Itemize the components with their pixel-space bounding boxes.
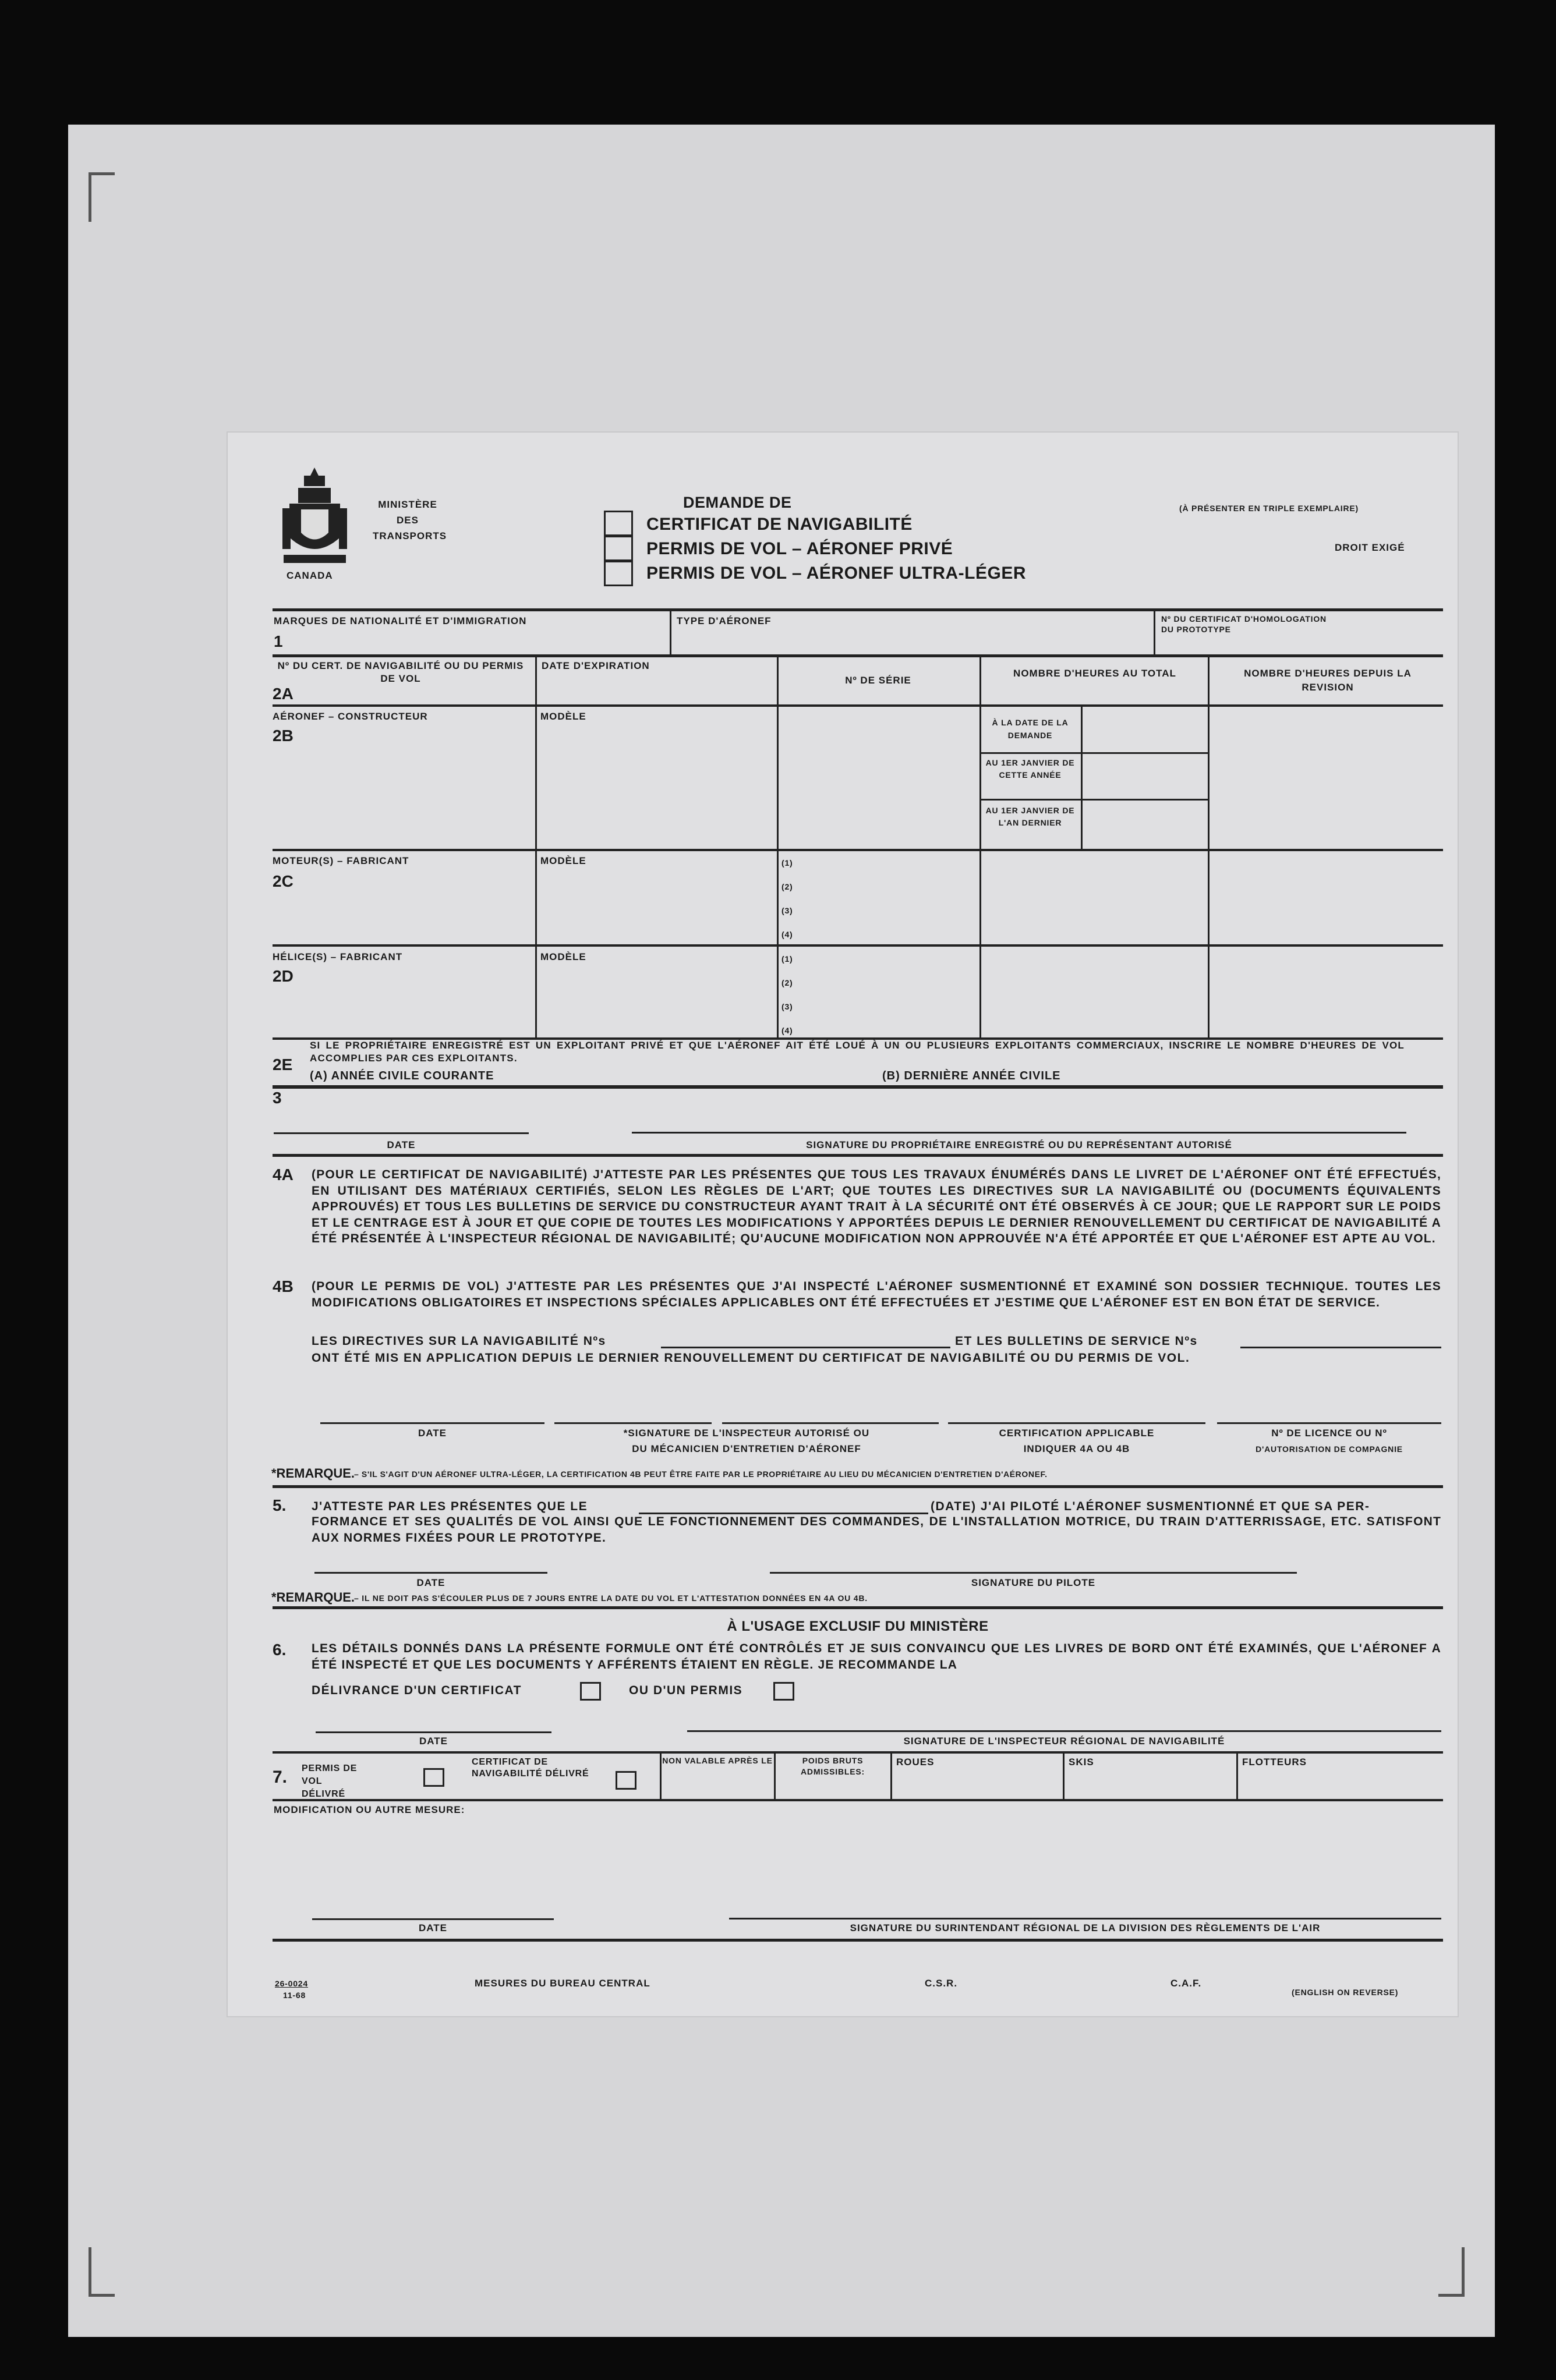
- rule: [979, 752, 1208, 754]
- model-label: MODÈLE: [540, 711, 586, 722]
- rule: [1208, 657, 1210, 1039]
- rule: [273, 608, 1443, 611]
- serial-label: Nº DE SÉRIE: [845, 675, 911, 686]
- rule: [660, 1752, 662, 1800]
- coat-of-arms-icon: [278, 468, 352, 566]
- signature-line: [316, 1731, 551, 1733]
- hours-revision-label: NOMBRE D'HEURES DEPUIS LA REVISION: [1244, 668, 1412, 693]
- section-number: 7.: [273, 1768, 288, 1787]
- remark-label: *REMARQUE.: [271, 1466, 355, 1481]
- rule: [979, 799, 1208, 801]
- checkbox-private-permit[interactable]: [604, 536, 633, 561]
- slot-label: (3): [781, 906, 793, 915]
- slot-label: (4): [781, 1026, 793, 1035]
- copies-note: (À PRÉSENTER EN TRIPLE EXEMPLAIRE): [1179, 504, 1359, 513]
- corner-mark: [1438, 2247, 1465, 2297]
- certificate-checkbox[interactable]: [580, 1682, 601, 1701]
- csr-label: C.S.R.: [925, 1978, 958, 1989]
- year-a-label: (A) ANNÉE CIVILE COURANTE: [310, 1069, 494, 1082]
- option-label: CERTIFICAT DE NAVIGABILITÉ: [646, 515, 913, 534]
- rule: [1081, 706, 1083, 850]
- engine-label: MOTEUR(S) – FABRICANT: [273, 855, 409, 866]
- certification-label: CERTIFICATION APPLICABLE: [999, 1428, 1155, 1439]
- permit-option-label: OU D'UN PERMIS: [629, 1684, 743, 1697]
- corner-mark: [89, 172, 115, 222]
- rule: [273, 1751, 1443, 1754]
- rule: [273, 1154, 1443, 1157]
- signature-line: [312, 1918, 554, 1920]
- wheels-label: ROUES: [896, 1756, 935, 1768]
- section-number: 2B: [273, 727, 293, 745]
- section-number: 2E: [273, 1056, 293, 1074]
- rule: [273, 1939, 1443, 1942]
- modification-label: MODIFICATION OU AUTRE MESURE:: [274, 1804, 465, 1815]
- model-label: MODÈLE: [540, 855, 586, 866]
- form-date: 11-68: [283, 1991, 306, 2000]
- rule: [273, 704, 1443, 707]
- rule: [979, 657, 981, 1039]
- ministry-line: MINISTÈRE: [378, 499, 437, 510]
- text-4a: (POUR LE CERTIFICAT DE NAVIGABILITÉ) J'ATTESTE PAR LES PRÉSENTES QUE TOUS LES TRAVAUX ÉNUMÉRÉS DANS LE LIVRET DE L'AÉRONEF ONT ÉTÉ EFFECTUÉS, EN UTILISANT DES MATÉRIAUX CERTIFIÉS, SELON LES RÈGLES DE L'ART; QUE TOUTES LES DIRECTIVES SUR LA NAVIGABILITÉ OU (DOCUMENTS ÉQUIVALENTS APPROUVÉS) ET TOUS LES BULLETINS DE SERVICE DU CONSTRUCTEUR AYANT TRAIT À LA SÉCURITÉ ONT ÉTÉ OBSERVÉS À CE JOUR; QUE LE RAPPORT SUR LE POIDS ET LE CENTRAGE EST À JOUR ET QUE COPIE DE TOUTES LES MODIFICATIONS Y APPORTÉES DEPUIS LE DERNIER RENOUVELLEMENT DU CERTIFICAT DE NAVIGABILITÉ A ÉTÉ PRÉSENTÉE À L'INSPECTEUR RÉGIONAL DE NAVIGABILITÉ; QU'AUCUNE MODIFICATION NON APPROUVÉE N'A ÉTÉ APPORTÉE ET QUE L'AÉRONEF EST APTE AU VOL.: [312, 1168, 1441, 1245]
- rule: [273, 1799, 1443, 1801]
- date-label: DATE: [418, 1922, 447, 1933]
- rule: [1154, 610, 1155, 656]
- signature-line: [687, 1730, 1441, 1732]
- corner-mark: [89, 2247, 115, 2297]
- checkbox-ultralight-permit[interactable]: [604, 561, 633, 586]
- signature-label: SIGNATURE DU PROPRIÉTAIRE ENREGISTRÉ OU DU REPRÉSENTANT AUTORISÉ: [806, 1139, 1232, 1150]
- bulletins-field[interactable]: [1240, 1347, 1441, 1348]
- english-note: (ENGLISH ON REVERSE): [1292, 1988, 1399, 1997]
- form-number: 26-0024: [275, 1979, 308, 1988]
- rule: [273, 849, 1443, 851]
- rule: [777, 657, 779, 1039]
- invalid-after-label: NON VALABLE APRÈS LE: [662, 1756, 773, 1765]
- aircraft-label: AÉRONEF – CONSTRUCTEUR: [273, 711, 428, 722]
- slot-label: (1): [781, 858, 793, 867]
- propeller-label: HÉLICE(S) – FABRICANT: [273, 951, 403, 962]
- rule: [273, 1485, 1443, 1488]
- section-number: 6.: [273, 1641, 287, 1659]
- section-number: 2C: [273, 872, 293, 890]
- hours-total-label: NOMBRE D'HEURES AU TOTAL: [1013, 668, 1176, 679]
- certificate-issued-checkbox[interactable]: [616, 1771, 636, 1790]
- option-label: PERMIS DE VOL – AÉRONEF ULTRA-LÉGER: [646, 564, 1026, 583]
- section6-text: LES DÉTAILS DONNÉS DANS LA PRÉSENTE FORMULE ONT ÉTÉ CONTRÔLÉS ET JE SUIS CONVAINCU QUE LES LIVRES DE BORD ONT ÉTÉ EXAMINÉS, QUE L'AÉRONEF A ÉTÉ INSPECTÉ ET QUE LES DOCUMENTS Y AFFÉRENTS ÉTAIENT EN RÈGLE. JE RECOMMANDE LA: [312, 1642, 1441, 1671]
- signature-label: SIGNATURE DU PILOTE: [971, 1577, 1096, 1588]
- section-number: 4B: [273, 1277, 293, 1295]
- section-number: 1: [274, 632, 283, 650]
- slot-label: (3): [781, 1002, 793, 1011]
- section-number: 4A: [273, 1166, 293, 1184]
- slot-label: (1): [781, 954, 793, 964]
- permit-checkbox[interactable]: [773, 1682, 794, 1701]
- certificate-issued-label: CERTIFICAT DE NAVIGABILITÉ DÉLIVRÉ: [472, 1757, 589, 1779]
- directives-field[interactable]: [661, 1347, 950, 1348]
- signature-line: [729, 1918, 1441, 1919]
- signature-line: [274, 1132, 529, 1134]
- hours-row-label: AU 1ER JANVIER DE CETTE ANNÉE: [985, 758, 1075, 780]
- licence-label: Nº DE LICENCE OU Nº: [1271, 1428, 1387, 1439]
- rule: [890, 1752, 892, 1800]
- ministry-line: DES: [397, 515, 419, 526]
- option-label: PERMIS DE VOL – AÉRONEF PRIVÉ: [646, 539, 953, 558]
- rule: [774, 1752, 776, 1800]
- caf-label: C.A.F.: [1170, 1978, 1202, 1989]
- rule: [273, 1606, 1443, 1609]
- model-label: MODÈLE: [540, 951, 586, 962]
- certificate-option-label: DÉLIVRANCE D'UN CERTIFICAT: [312, 1684, 522, 1697]
- signature-label: SIGNATURE DU SURINTENDANT RÉGIONAL DE LA DIVISION DES RÈGLEMENTS DE L'AIR: [850, 1922, 1321, 1933]
- section-number: 3: [273, 1089, 282, 1107]
- directives-label: LES DIRECTIVES SUR LA NAVIGABILITÉ Nºs: [312, 1334, 606, 1348]
- lease-text: SI LE PROPRIÉTAIRE ENREGISTRÉ EST UN EXPLOITANT PRIVÉ ET QUE L'AÉRONEF AIT ÉTÉ LOUÉ À UN OU PLUSIEURS EXPLOITANTS COMMERCIAUX, INSCRIRE LE NOMBRE D'HEURES DE VOL ACCOMPLIES PAR CES EXPLOITANTS.: [310, 1040, 1405, 1064]
- fee-label: DROIT EXIGÉ: [1335, 542, 1405, 553]
- date-label: DATE: [418, 1428, 447, 1439]
- skis-label: SKIS: [1069, 1756, 1094, 1768]
- checkbox-certificate[interactable]: [604, 511, 633, 536]
- section5-post: (DATE) J'AI PILOTÉ L'AÉRONEF SUSMENTIONNÉ ET QUE SA PER-: [931, 1500, 1370, 1513]
- hours-row-label: AU 1ER JANVIER DE L'AN DERNIER: [985, 806, 1075, 827]
- signature-line: [314, 1572, 547, 1574]
- section-number: 5.: [273, 1496, 287, 1514]
- remark-text: – S'IL S'AGIT D'UN AÉRONEF ULTRA-LÉGER, LA CERTIFICATION 4B PEUT ÊTRE FAITE PAR LE PROPRIÉTAIRE AU LIEU DU MÉCANICIEN D'ENTRETIEN D'AÉRONEF.: [354, 1469, 1048, 1479]
- year-b-label: (B) DERNIÈRE ANNÉE CIVILE: [882, 1069, 1061, 1082]
- slot-label: (4): [781, 930, 793, 939]
- date-label: DATE: [419, 1736, 448, 1747]
- rule: [273, 654, 1443, 657]
- bulletins-label: ET LES BULLETINS DE SERVICE Nºs: [955, 1334, 1198, 1348]
- permit-issued-checkbox[interactable]: [423, 1768, 444, 1787]
- gross-weights-label: POIDS BRUTS ADMISSIBLES:: [801, 1756, 865, 1776]
- signature-line: [1217, 1422, 1441, 1424]
- signature-line: [770, 1572, 1297, 1574]
- cert-no-label: Nº DU CERT. DE NAVIGABILITÉ OU DU PERMIS DE VOL: [277, 660, 524, 684]
- ministry-line: TRANSPORTS: [373, 530, 447, 541]
- central-office-label: MESURES DU BUREAU CENTRAL: [475, 1978, 650, 1989]
- rule: [670, 610, 671, 656]
- slot-label: (2): [781, 882, 793, 891]
- type-label: TYPE D'AÉRONEF: [677, 615, 772, 626]
- signature-label: DU MÉCANICIEN D'ENTRETIEN D'AÉRONEF: [632, 1443, 861, 1454]
- section-number: 2A: [273, 685, 293, 703]
- marks-label: MARQUES DE NATIONALITÉ ET D'IMMIGRATION: [274, 615, 527, 626]
- permit-issued-label: PERMIS DE VOL DÉLIVRÉ: [302, 1763, 358, 1799]
- certification-label: INDIQUER 4A OU 4B: [1023, 1443, 1130, 1454]
- floats-label: FLOTTEURS: [1242, 1756, 1307, 1768]
- rule: [273, 1085, 1443, 1089]
- applied-text: ONT ÉTÉ MIS EN APPLICATION DEPUIS LE DERNIER RENOUVELLEMENT DU CERTIFICAT DE NAVIGABILITÉ OU DU PERMIS DE VOL.: [312, 1351, 1190, 1365]
- section-number: 2D: [273, 967, 293, 985]
- rule: [1063, 1752, 1065, 1800]
- signature-line: [632, 1132, 1406, 1134]
- signature-line: [948, 1422, 1205, 1424]
- country-label: CANADA: [287, 570, 333, 581]
- expiry-label: DATE D'EXPIRATION: [542, 660, 650, 671]
- remark-label: *REMARQUE.: [271, 1590, 355, 1605]
- rule: [1236, 1752, 1238, 1800]
- hours-row-label: À LA DATE DE LA DEMANDE: [992, 718, 1069, 740]
- signature-label: SIGNATURE DE L'INSPECTEUR RÉGIONAL DE NAVIGABILITÉ: [903, 1736, 1225, 1747]
- date-label: DATE: [387, 1139, 416, 1150]
- ministry-use-heading: À L'USAGE EXCLUSIF DU MINISTÈRE: [727, 1618, 989, 1634]
- slot-label: (2): [781, 978, 793, 987]
- section5-text: FORMANCE ET SES QUALITÉS DE VOL AINSI QUE LE FONCTIONNEMENT DES COMMANDES, DE L'INSTALLATION MOTRICE, DU TRAIN D'ATTERRISSAGE, ETC. SATISFONT AUX NORMES FIXÉES POUR LE PROTOTYPE.: [312, 1515, 1441, 1545]
- rule: [273, 944, 1443, 947]
- request-title: DEMANDE DE: [683, 494, 792, 511]
- licence-label: D'AUTORISATION DE COMPAGNIE: [1256, 1444, 1403, 1454]
- date-label: DATE: [416, 1577, 445, 1588]
- signature-line: [722, 1422, 939, 1424]
- signature-line: [320, 1422, 544, 1424]
- homologation-label: Nº DU CERTIFICAT D'HOMOLOGATION DU PROTOTYPE: [1161, 614, 1327, 634]
- signature-line: [554, 1422, 712, 1424]
- remark-text: – IL NE DOIT PAS S'ÉCOULER PLUS DE 7 JOURS ENTRE LA DATE DU VOL ET L'ATTESTATION DONNÉES EN 4A OU 4B.: [354, 1593, 868, 1603]
- text-4b: (POUR LE PERMIS DE VOL) J'ATTESTE PAR LES PRÉSENTES QUE J'AI INSPECTÉ L'AÉRONEF SUSMENTIONNÉ ET EXAMINÉ SON DOSSIER TECHNIQUE. TOUTES LES MODIFICATIONS OBLIGATOIRES ET INSPECTIONS SPÉCIALES APPLICABLES ONT ÉTÉ EFFECTUÉES ET J'ESTIME QUE L'AÉRONEF EST EN BON ÉTAT DE SERVICE.: [312, 1280, 1441, 1309]
- rule: [535, 657, 537, 1039]
- signature-label: *SIGNATURE DE L'INSPECTEUR AUTORISÉ OU: [623, 1428, 870, 1439]
- section5-pre: J'ATTESTE PAR LES PRÉSENTES QUE LE: [312, 1500, 588, 1513]
